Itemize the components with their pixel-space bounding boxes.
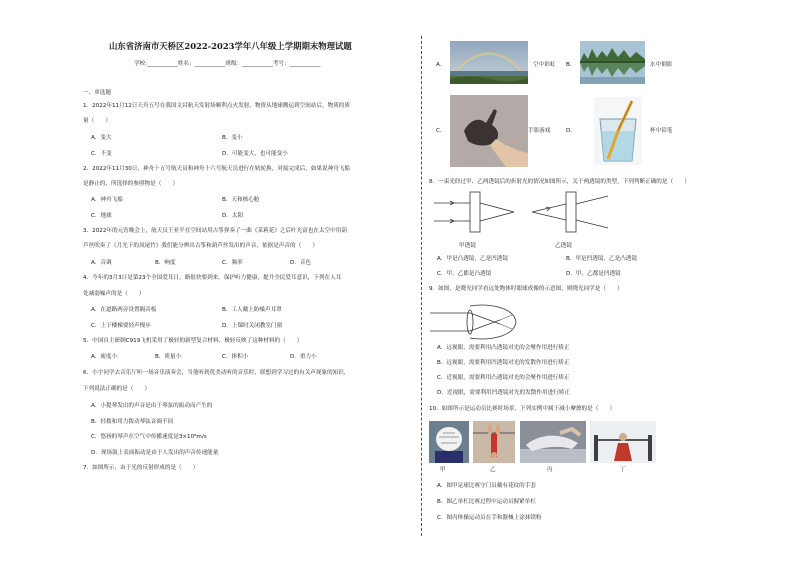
- pencil-cup-image: [594, 97, 642, 165]
- q6-stem-2: 下列说法正确的是（ ）: [83, 386, 151, 392]
- q5-stem: 5．中国自主研制C919飞机采用了极轻的新型复合材料，极轻反映了这种材料的（ ）: [83, 338, 303, 344]
- q8-lens2-label: 乙透镜: [555, 243, 572, 249]
- q2-option-a: A．神舟飞船: [91, 197, 123, 203]
- q1-option-a: A．变大: [91, 135, 112, 141]
- page-title: 山东省济南市天桥区2022-2023学年八年级上学期期末物理试题: [109, 41, 352, 51]
- q1-stem-1: 1．2022年11月12日天舟五号在我国文昌航天发射场顺利点火发射，物资从地球搬运到空间站后，物质的质: [83, 103, 350, 109]
- q3-option-a: A．音调: [91, 260, 112, 266]
- q2-stem-1: 2．2022年11月30日，神舟十五号航天员和神舟十六号航天员进行在轨轮换，对接完成后，如果说神舟飞船: [83, 166, 350, 172]
- q6-option-c: C．悠扬的琴声在空气中传播速度是3×10⁸m/s: [91, 434, 207, 440]
- q4-option-d: D．上课时关闭教室门窗: [222, 323, 283, 329]
- q4-option-a: A．在道路两旁设置隔音板: [91, 307, 157, 313]
- q5-option-b: B．质量小: [155, 354, 182, 360]
- q1-stem-2: 量（ ）: [83, 118, 111, 124]
- q3-stem-2: 芦丝吹奏了《月光下的凤尾竹》我们能分辨出古筝和葫芦丝发出的声音，依据是声音的（ ）: [83, 243, 318, 249]
- q8-option-d: D．甲、乙都是凹透镜: [566, 271, 621, 277]
- q7-option-c-letter: C．: [436, 128, 446, 134]
- q7-option-b-letter: B．: [566, 62, 576, 68]
- q4-option-c: C．上下楼梯要轻声慢步: [91, 323, 151, 329]
- q7-stem: 7．如图所示，由于光的反射形成的是（ ）: [83, 465, 199, 471]
- q10-option-b: B．图乙单杠比赛过程中运动员握紧单杠: [437, 499, 536, 505]
- q9-option-b: B．远视眼，需要利用凹透镜对光的发散作用进行矫正: [437, 360, 570, 366]
- q4-stem-1: 4．今年的3月3日是第23个全国爱耳日，路很快要到来。保护听力健康，提升全民爱耳意识，下列在人耳: [83, 275, 342, 281]
- q3-option-c: C．频率: [222, 260, 243, 266]
- q6-option-b: B．轻拨和用力拨动琴弦音调不同: [91, 419, 174, 425]
- q7-option-a-letter: A．: [436, 62, 446, 68]
- q3-stem-1: 3．2022年的元宵晚会上，航天员王亚平在空间站用古筝弹奏了一曲《茉莉花》之后叶光富也在太空中用葫: [83, 228, 347, 234]
- q5-option-a: A．密度小: [91, 354, 118, 360]
- eye-diagram: [430, 303, 518, 341]
- q8-option-c: C．甲、乙都是凸透镜: [437, 271, 492, 277]
- q9-option-c: C．近视眼，需要利用凸透镜对光的会聚作用进行矫正: [437, 375, 570, 381]
- q10-label-bing: 丙: [547, 467, 553, 473]
- q7-option-b-label: 水中倒影: [650, 62, 673, 68]
- lens-diagram: [432, 190, 612, 238]
- q9-stem: 9．如图，是晓光同学看远处物体时眼球成像的示意图，则晓光同学是（ ）: [429, 286, 623, 292]
- q6-stem-1: 6．小宇同学去音乐厅听一场音乐演奏会，当他听到优美动听的音乐时，联想到学习过的有关声现象的知识，: [83, 370, 350, 376]
- q7-option-d-letter: D．: [566, 128, 576, 134]
- q3-option-b: B．响度: [155, 260, 176, 266]
- q2-option-c: C．地球: [91, 213, 112, 219]
- q8-stem: 8．一束光经过甲、乙两透镜后的折射光的情况如图所示，关于两透镜的类型，下列判断正确的是（ ）: [429, 179, 690, 185]
- q5-option-d: D．重力小: [290, 354, 317, 360]
- q2-stem-2: 是静止的，所选择的参照物是（ ）: [83, 181, 179, 187]
- rainbow-image: [450, 41, 528, 84]
- q10-label-yi: 乙: [490, 467, 496, 473]
- weightlifter-photo: [590, 421, 656, 463]
- q6-option-d: D．现场鼓上表面振动是由于人发出的声音传递能量: [91, 450, 219, 456]
- gymnast-chalk-photo: [520, 421, 586, 463]
- q1-option-d: D．可能变大，也可能变小: [222, 151, 288, 157]
- q4-option-b: B．工人戴上防噪声耳罩: [222, 307, 282, 313]
- q10-label-jia: 甲: [440, 467, 446, 473]
- q7-option-c-label: 手影游戏: [528, 128, 551, 134]
- q10-option-a: A．图甲足球比赛守门员戴有花纹的手套: [437, 483, 536, 489]
- hand-shadow-image: [450, 95, 528, 167]
- q8-option-b: B．甲是凹透镜，乙是凸透镜: [566, 256, 637, 262]
- q9-option-d: D．近视眼，需要利用凹透镜对光的发散作用进行矫正: [437, 390, 570, 396]
- q10-label-ding: 丁: [620, 467, 626, 473]
- q7-option-a-label: 空中彩虹: [533, 62, 556, 68]
- q2-option-d: D．太阳: [222, 213, 244, 219]
- reflection-image: [580, 41, 645, 84]
- q1-option-c: C．不变: [91, 151, 112, 157]
- q2-option-b: B．天和核心舱: [222, 197, 260, 203]
- q6-option-a: A．小提琴发出的声音是由于琴弦的振动而产生的: [91, 403, 213, 409]
- q7-option-d-label: 杯中铅笔: [650, 128, 673, 134]
- section-heading: 一、单选题: [83, 90, 111, 96]
- q9-option-a: A．远视眼，需要利用凸透镜对光的会聚作用进行矫正: [437, 345, 570, 351]
- q8-option-a: A．甲是凸透镜，乙是凹透镜: [437, 256, 508, 262]
- q8-lens1-label: 甲透镜: [459, 243, 476, 249]
- column-divider: [421, 36, 422, 536]
- q5-option-c: C．体积小: [222, 354, 249, 360]
- q10-option-c: C．图丙体操运动员在手和器械上涂抹镁粉: [437, 515, 542, 521]
- student-info-line: 学校:___________姓名：___________班级：___________考号：___________: [134, 61, 321, 67]
- q10-stem: 10．如图所示是运动员比赛时场景，下列实例中属于减小摩擦的是（ ）: [429, 406, 616, 412]
- q1-option-b: B．变小: [222, 135, 243, 141]
- q4-stem-2: 处减弱噪声的是（ ）: [83, 291, 145, 297]
- q3-option-d: D．音色: [290, 260, 312, 266]
- horizontal-bar-photo: [473, 421, 515, 463]
- goalkeeper-photo: [429, 421, 469, 463]
